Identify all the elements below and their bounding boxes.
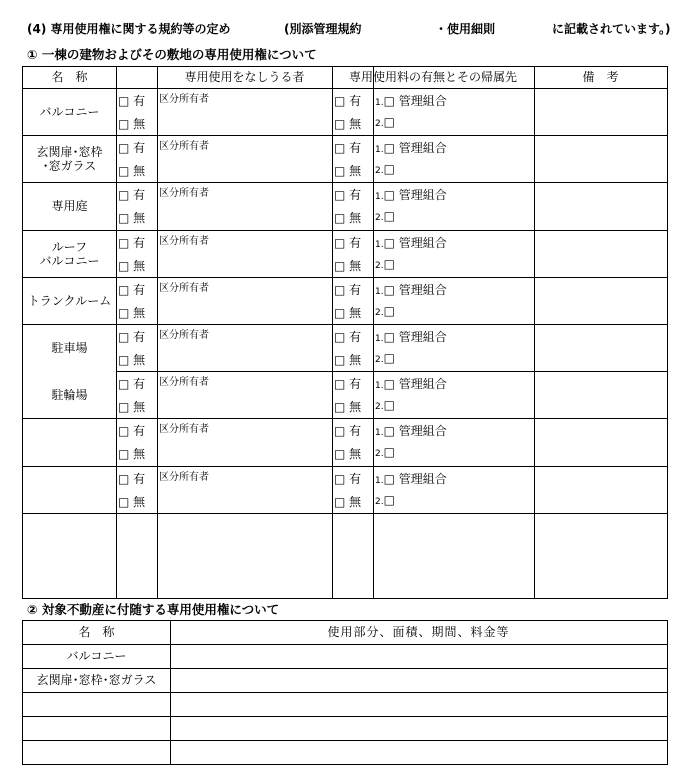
destination-2-number: 2.	[375, 449, 384, 460]
user-yes-checkbox[interactable]: □ 有	[118, 377, 146, 392]
destination-2[interactable]	[375, 493, 395, 507]
destination-1[interactable]	[375, 422, 447, 439]
destination-1[interactable]	[375, 470, 447, 487]
destination-1-label: □ 管理組合	[383, 424, 447, 439]
row-name: 玄関扉･窓枠･窓ガラス	[36, 673, 157, 687]
row-name: 玄関扉･窓枠 ･窓ガラス	[36, 145, 103, 174]
fee-no-checkbox[interactable]: □ 無	[334, 400, 362, 415]
user-no-checkbox[interactable]: □ 無	[118, 258, 146, 273]
user-no-checkbox[interactable]: □ 無	[118, 447, 146, 462]
destination-2-label: □	[383, 350, 395, 365]
bylaws-reference: (別添管理規約	[284, 22, 362, 36]
column-remarks: 備 考	[582, 70, 619, 84]
user-yes-checkbox[interactable]: □ 有	[118, 94, 146, 108]
owner-label: 区分所有者	[159, 188, 209, 200]
destination-2-label: □	[383, 162, 395, 177]
destination-2-number: 2.	[375, 260, 384, 271]
table-row	[23, 231, 667, 278]
destination-2-number: 2.	[375, 496, 384, 507]
fee-no-checkbox[interactable]: □ 無	[334, 352, 362, 367]
table-row	[23, 467, 667, 514]
user-yes-checkbox[interactable]: □ 有	[118, 424, 146, 439]
user-yes-checkbox[interactable]: □ 有	[118, 282, 146, 297]
row-name	[23, 467, 116, 513]
destination-2-label: □	[383, 492, 395, 507]
column-usage: 使用部分、面積、期間、料金等	[327, 625, 510, 639]
destination-1-number: 1.	[375, 98, 384, 108]
destination-2-label: □	[383, 398, 395, 413]
table-row	[23, 325, 667, 372]
destination-1-number: 1.	[375, 192, 384, 203]
table-row	[23, 669, 667, 693]
user-yes-checkbox[interactable]: □ 有	[118, 235, 146, 250]
destination-2-label: □	[383, 256, 395, 271]
table-header	[23, 621, 667, 645]
user-no-checkbox[interactable]: □ 無	[118, 117, 146, 131]
user-no-checkbox[interactable]: □ 無	[118, 211, 146, 226]
table-row	[23, 645, 667, 669]
column-user: 専用使用をなしうる者	[184, 70, 305, 84]
row-name: バルコニー	[39, 105, 100, 119]
owner-label: 区分所有者	[159, 94, 209, 105]
destination-2-number: 2.	[375, 402, 384, 413]
fee-yes-checkbox[interactable]: □ 有	[334, 141, 362, 156]
destination-2-number: 2.	[375, 166, 384, 177]
destination-1-number: 1.	[375, 475, 384, 486]
usage-cell[interactable]	[170, 693, 667, 716]
table-row	[23, 717, 667, 741]
destination-1-label: □ 管理組合	[383, 188, 447, 203]
owner-label: 区分所有者	[159, 377, 209, 389]
user-no-checkbox[interactable]: □ 無	[118, 305, 146, 320]
heading-note: に記載されています。)	[552, 22, 671, 36]
user-yes-checkbox[interactable]: □ 有	[118, 141, 146, 156]
destination-2[interactable]	[375, 162, 395, 176]
empty-area	[23, 514, 667, 598]
fee-yes-checkbox[interactable]: □ 有	[334, 471, 362, 486]
destination-2[interactable]	[375, 398, 395, 412]
destination-1-label: □ 管理組合	[383, 94, 447, 108]
row-name	[23, 419, 116, 465]
user-no-checkbox[interactable]: □ 無	[118, 352, 146, 367]
owner-label: 区分所有者	[159, 235, 209, 247]
fee-yes-checkbox[interactable]: □ 有	[334, 424, 362, 439]
fee-yes-checkbox[interactable]: □ 有	[334, 235, 362, 250]
table-row	[23, 419, 667, 466]
fee-no-checkbox[interactable]: □ 無	[334, 211, 362, 226]
table-row	[23, 89, 667, 136]
destination-1[interactable]	[375, 139, 447, 156]
row-name: トランクルーム	[27, 293, 112, 308]
row-name: バルコニー	[66, 649, 127, 663]
fee-no-checkbox[interactable]: □ 無	[334, 164, 362, 179]
destination-1-number: 1.	[375, 381, 384, 392]
destination-2-number: 2.	[375, 213, 384, 224]
destination-1-number: 1.	[375, 145, 384, 156]
user-yes-checkbox[interactable]: □ 有	[118, 188, 146, 203]
usage-cell[interactable]	[170, 645, 667, 668]
row-name: ルーフ バルコニー	[39, 239, 100, 268]
row-name: 駐輪場	[51, 388, 88, 403]
destination-1[interactable]	[375, 375, 447, 392]
fee-yes-checkbox[interactable]: □ 有	[334, 282, 362, 297]
user-yes-checkbox[interactable]: □ 有	[118, 329, 146, 344]
owner-label: 区分所有者	[159, 329, 209, 341]
section1-title: ① 一棟の建物およびその敷地の専用使用権について	[27, 47, 317, 62]
row-name: 駐車場	[51, 340, 88, 355]
destination-1-label: □ 管理組合	[383, 282, 447, 297]
destination-1-label: □ 管理組合	[383, 141, 447, 156]
destination-2-label: □	[383, 303, 395, 318]
user-no-checkbox[interactable]: □ 無	[118, 400, 146, 415]
fee-no-checkbox[interactable]: □ 無	[334, 494, 362, 509]
destination-2[interactable]	[375, 209, 395, 223]
destination-2-number: 2.	[375, 119, 384, 129]
user-no-checkbox[interactable]: □ 無	[118, 494, 146, 509]
destination-1-label: □ 管理組合	[383, 235, 447, 250]
destination-2-number: 2.	[375, 307, 384, 318]
attached-use-table	[22, 620, 668, 765]
fee-no-checkbox[interactable]: □ 無	[334, 258, 362, 273]
column-name: 名 称	[51, 70, 88, 84]
fee-yes-checkbox[interactable]: □ 有	[334, 94, 362, 108]
fee-yes-checkbox[interactable]: □ 有	[334, 329, 362, 344]
user-yes-checkbox[interactable]: □ 有	[118, 471, 146, 486]
usage-cell[interactable]	[170, 741, 667, 764]
table-row	[23, 372, 667, 419]
destination-2-label: □	[383, 115, 395, 129]
owner-label: 区分所有者	[159, 471, 209, 483]
column-name: 名 称	[78, 625, 115, 639]
destination-2[interactable]	[375, 445, 395, 459]
section-heading: (4) 専用使用権に関する規約等の定め	[27, 22, 231, 36]
table-row	[23, 136, 667, 183]
destination-1[interactable]	[375, 234, 447, 251]
rules-reference: ・使用細則	[435, 22, 496, 36]
row-name: 専用庭	[51, 199, 88, 214]
usage-cell[interactable]	[170, 717, 667, 740]
destination-2-label: □	[383, 445, 395, 460]
column-fee: 専用使用料の有無とその帰属先	[348, 70, 517, 84]
table-row	[23, 741, 667, 765]
table-row	[23, 693, 667, 717]
owner-label: 区分所有者	[159, 141, 209, 153]
destination-2[interactable]	[375, 304, 395, 318]
destination-1[interactable]	[375, 281, 447, 298]
destination-2[interactable]	[375, 115, 395, 129]
destination-2[interactable]	[375, 351, 395, 365]
destination-1-label: □ 管理組合	[383, 471, 447, 486]
fee-yes-checkbox[interactable]: □ 有	[334, 377, 362, 392]
fee-yes-checkbox[interactable]: □ 有	[334, 188, 362, 203]
usage-cell[interactable]	[170, 669, 667, 692]
table-row	[23, 183, 667, 230]
destination-1[interactable]	[375, 328, 447, 345]
user-no-checkbox[interactable]: □ 無	[118, 164, 146, 179]
destination-1-number: 1.	[375, 428, 384, 439]
destination-1-number: 1.	[375, 333, 384, 344]
section2-title: ② 対象不動産に付随する専用使用権について	[27, 602, 280, 617]
destination-1[interactable]	[375, 92, 447, 109]
table-header	[23, 67, 667, 89]
owner-label: 区分所有者	[159, 282, 209, 294]
owner-label: 区分所有者	[159, 424, 209, 436]
destination-2-number: 2.	[375, 354, 384, 365]
row-name	[23, 741, 170, 764]
destination-2[interactable]	[375, 257, 395, 271]
destination-1[interactable]	[375, 186, 447, 203]
fee-no-checkbox[interactable]: □ 無	[334, 447, 362, 462]
row-name	[23, 693, 170, 716]
table-row	[23, 278, 667, 325]
destination-1-label: □ 管理組合	[383, 377, 447, 392]
fee-no-checkbox[interactable]: □ 無	[334, 305, 362, 320]
exclusive-use-table	[22, 66, 668, 599]
row-name	[23, 717, 170, 740]
destination-1-label: □ 管理組合	[383, 329, 447, 344]
destination-1-number: 1.	[375, 286, 384, 297]
fee-no-checkbox[interactable]: □ 無	[334, 117, 362, 131]
destination-1-number: 1.	[375, 239, 384, 250]
destination-2-label: □	[383, 209, 395, 224]
